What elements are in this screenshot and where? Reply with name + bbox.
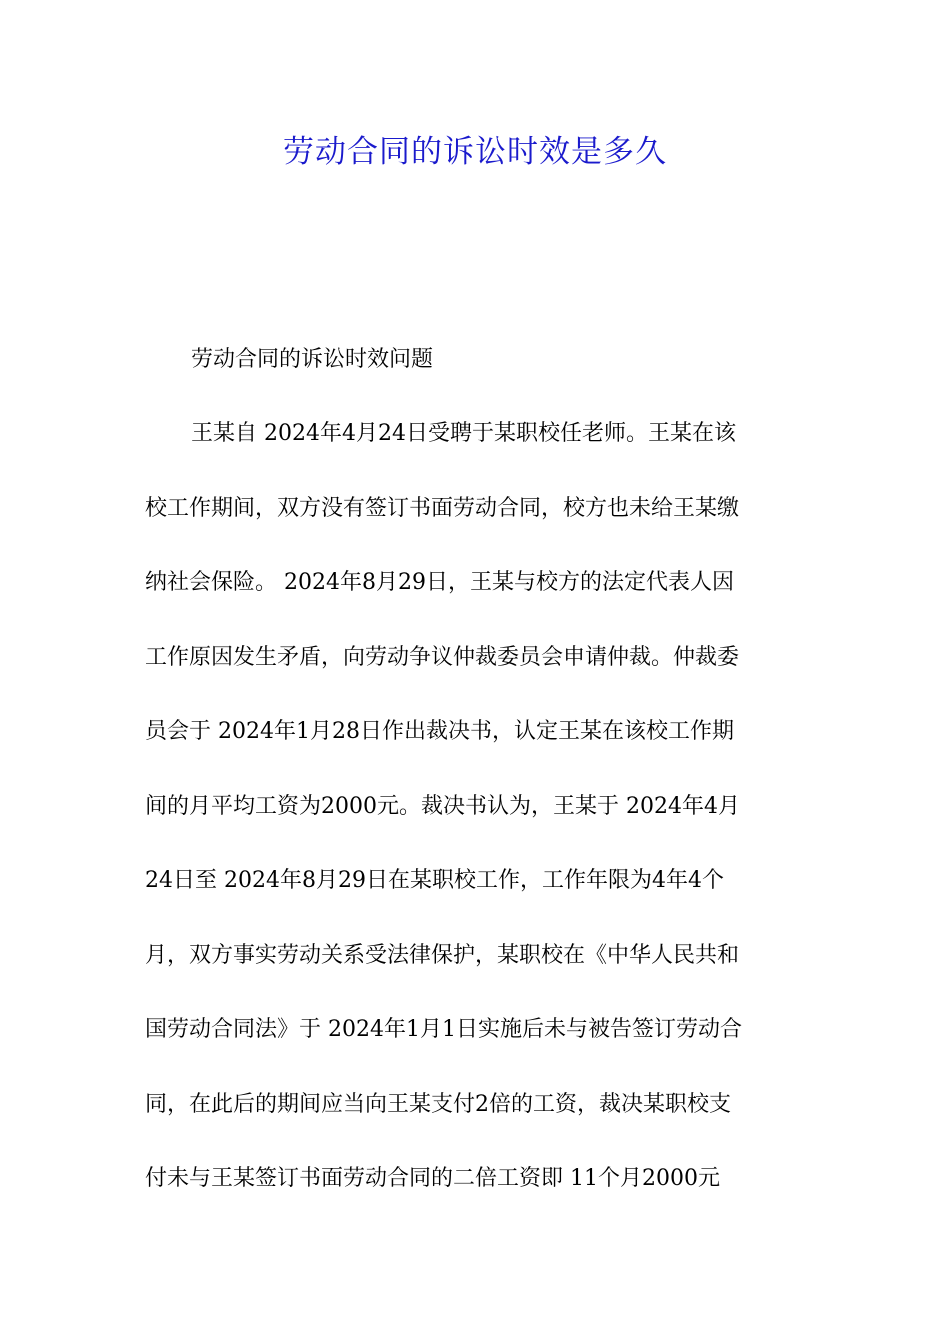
paragraph-line: 付未与王某签订书面劳动合同的二倍工资即 11个月2000元	[145, 1166, 720, 1191]
paragraph-line: 国劳动合同法》于 2024年1月1日实施后未与被告签订劳动合	[145, 1017, 742, 1042]
paragraph-line: 纳社会保险。 2024年8月29日，王某与校方的法定代表人因	[145, 570, 734, 595]
paragraph-line: 同，在此后的期间应当向王某支付2倍的工资，裁决某职校支	[145, 1091, 731, 1117]
section-heading: 劳动合同的诉讼时效问题	[191, 347, 434, 372]
paragraph-line: 月，双方事实劳动关系受法律保护，某职校在《中华人民共和	[145, 942, 740, 968]
paragraph-line: 工作原因发生矛盾，向劳动争议仲裁委员会申请仲裁。仲裁委	[145, 644, 740, 670]
paragraph-line: 24日至 2024年8月29日在某职校工作，工作年限为4年4个	[145, 868, 724, 893]
document-body	[145, 338, 809, 1232]
paragraph-line: 王某自 2024年4月24日受聘于某职校任老师。王某在该	[191, 421, 736, 446]
document-title: 劳动合同的诉讼时效是多久	[283, 134, 667, 170]
paragraph-line: 间的月平均工资为2000元。裁决书认为，王某于 2024年4月	[145, 793, 740, 819]
paragraph-line: 校工作期间，双方没有签订书面劳动合同，校方也未给王某缴	[145, 495, 740, 521]
paragraph-line: 员会于 2024年1月28日作出裁决书，认定王某在该校工作期	[145, 719, 734, 744]
